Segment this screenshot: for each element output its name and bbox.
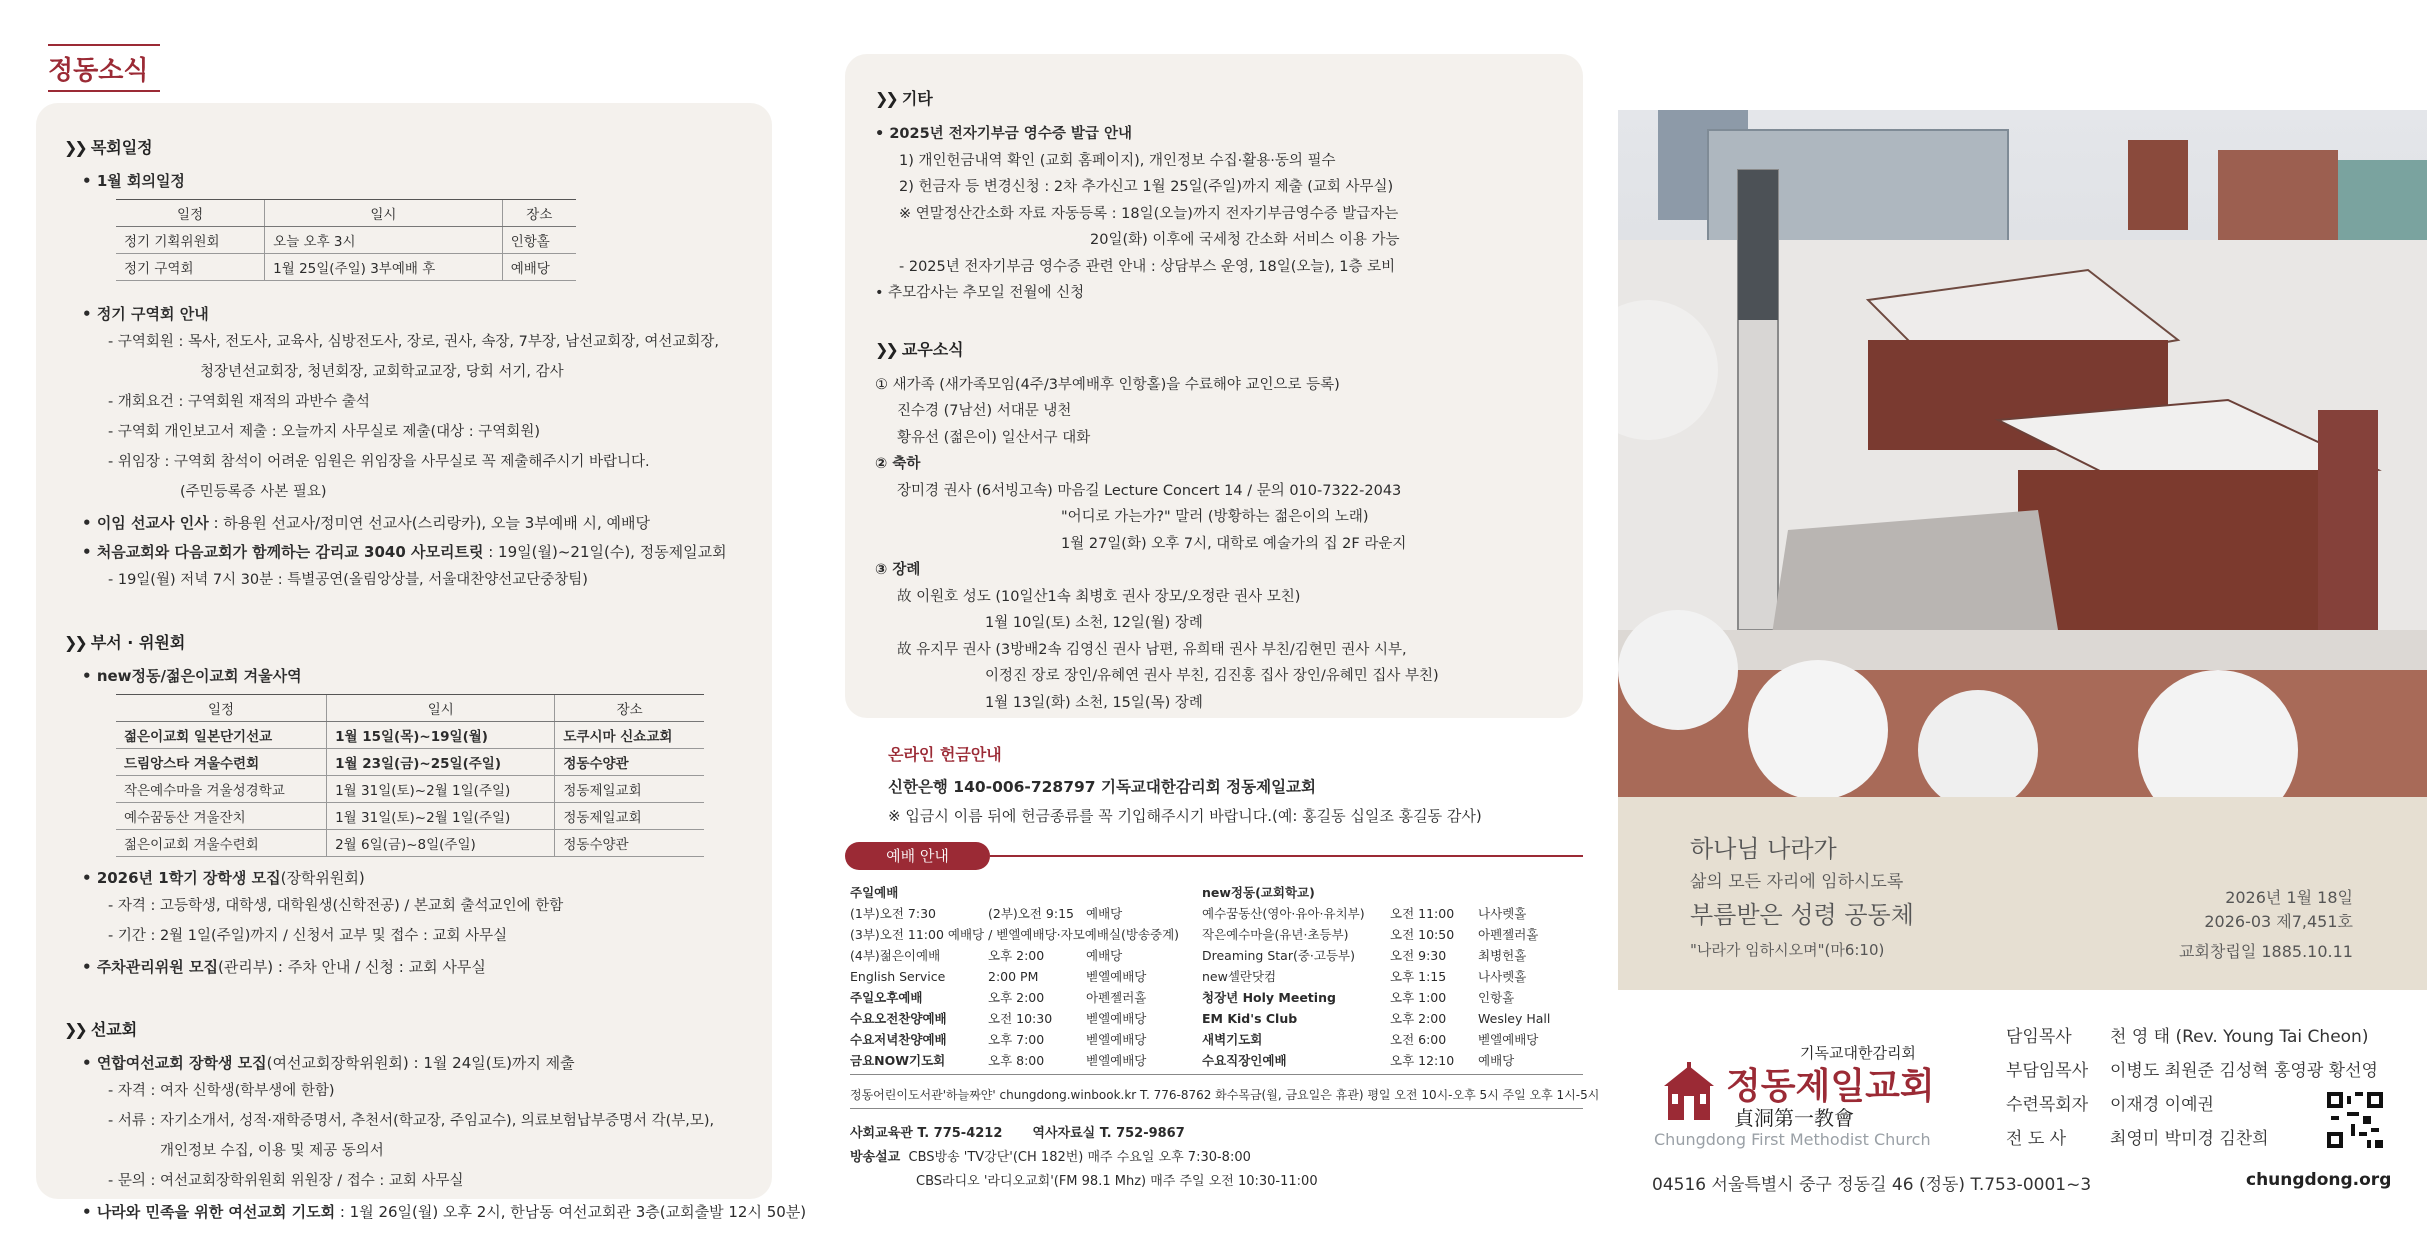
worship-table <box>850 882 1206 1071</box>
staff-row: 부담임목사 이병도 최원준 김성혁 홍영광 황선영 <box>2006 1061 2378 1081</box>
table-cell: English Service <box>850 969 946 984</box>
section-heading-departments: ❯❯ 부서 · 위원회 <box>64 633 186 652</box>
table-row <box>1202 1050 1578 1071</box>
table-row <box>850 1050 1206 1071</box>
founding-date: 교회창립일 1885.10.11 <box>2179 942 2353 961</box>
motto-line-3: 부름받은 성령 공동체 <box>1690 901 1914 929</box>
table-cell: (1부)오전 7:30 <box>850 906 936 921</box>
list-item: 황유선 (젊은이) 일산서구 대화 <box>897 429 1091 446</box>
church-school-table <box>1202 882 1578 1071</box>
section-heading-news: ❯❯ 교우소식 <box>875 339 964 359</box>
table-row <box>850 987 1206 1008</box>
table-row <box>1202 966 1578 987</box>
table-row <box>1202 924 1578 945</box>
table-cell: 오후 8:00 <box>988 1053 1045 1068</box>
logo-hanja: 貞洞第一教會 <box>1734 1106 1854 1130</box>
scholarship-title: • 2026년 1학기 장학생 모집(장학위원회) <box>82 869 365 887</box>
table-cell: 오후 12:10 <box>1390 1053 1455 1068</box>
motto-line-1: 하나님 나라가 <box>1690 835 1837 863</box>
contact-info: 사회교육관 T. 775-4212 역사자료실 T. 752-9867 방송설교 CBS방송 'TV강단'(CH 182번) 매주 수요일 오후 7:30-8:00 CBS라디오 '라디오교회'(FM 98.1 Mhz) 매주 주일 오전 10:30-11:00 <box>850 1126 1318 1189</box>
list-item: 1월 27일(화) 오후 7시, 대학로 예술가의 집 2F 라운지 <box>1061 535 1407 552</box>
list-item: 2) 헌금자 등 변경신청 : 2차 추가신고 1월 25일(주일)까지 제출 (교회 사무실) <box>899 179 1394 195</box>
logo-name: 정동제일교회 <box>1726 1066 1935 1107</box>
table-row <box>850 945 1206 966</box>
list-item: 청장년선교회장, 청년회장, 교회학교교장, 당회 서기, 감사 <box>200 364 564 380</box>
table-row: 작은예수마을 겨울성경학교 1월 31일(토)~2월 1일(주일) 정동제일교회 <box>116 776 704 803</box>
list-item: 1월 10일(토) 소천, 12일(월) 장례 <box>985 615 1203 631</box>
list-item: ※ 연말정산간소화 자료 자동등록 : 18일(오늘)까지 전자기부금영수증 발급자는 <box>899 205 1399 222</box>
list-item: - 서류 : 자기소개서, 성적·재학증명서, 추천서(학교장, 주임교수), 의료보험납부증명서 각(부,모), <box>108 1113 715 1129</box>
list-item: ① 새가족 (새가족모임(4주/3부예배후 인항홀)을 수료해야 교인으로 등록) <box>875 376 1340 393</box>
table-cell: 벧엘예배당 <box>1086 1053 1147 1068</box>
list-item: 이정진 장로 장인/유혜연 권사 부친, 김진홍 집사 장인/유혜민 집사 부친) <box>985 668 1439 684</box>
table-row: 드림앙스타 겨울수련회 1월 23일(금)~25일(주일) 정동수양관 <box>116 749 704 776</box>
list-item: 장미경 권사 (6서빙고속) 마음길 Lecture Concert 14 / 문의 010-7322-2043 <box>897 482 1402 499</box>
list-item: - 기간 : 2월 1일(주일)까지 / 신청서 교부 및 접수 : 교회 사무실 <box>108 928 508 944</box>
church-photo-image <box>1618 110 2427 797</box>
table-cell: 오후 2:00 <box>988 990 1045 1005</box>
table-cell: 오전 6:00 <box>1390 1032 1447 1047</box>
issue-date: 2026년 1월 18일 <box>2225 888 2353 907</box>
section-heading-worship: ❯❯ 목회일정 <box>64 138 153 157</box>
qr-code[interactable] <box>2327 1092 2383 1148</box>
table-cell: 예배당 <box>1086 948 1123 963</box>
online-offering-title: 온라인 헌금안내 <box>888 745 1002 764</box>
table-cell: (3부)오전 11:00 예배당 / 벧엘예배당·자모예배실(방송중계) <box>850 927 1180 942</box>
table-cell: 아펜젤러홀 <box>1086 990 1147 1005</box>
table-row <box>1202 945 1578 966</box>
news-list <box>875 372 1583 717</box>
issue-number: 2026-03 제7,451호 <box>2204 912 2353 931</box>
table-cell: 예배당 <box>1478 1053 1515 1068</box>
table-row <box>850 966 1206 987</box>
list-item: 개인정보 수집, 이용 및 제공 동의서 <box>160 1143 384 1159</box>
list-item: "어디로 가는가?" 말러 (방황하는 젊은이의 노래) <box>1061 509 1369 525</box>
district-meeting-title: • 정기 구역회 안내 <box>82 305 209 323</box>
table-cell: 벧엘예배당 <box>1086 1032 1147 1047</box>
church-logo <box>1650 1034 1940 1154</box>
divider <box>850 1108 1583 1109</box>
table-row: 예수꿈동산 겨울잔치 1월 31일(토)~2월 1일(주일) 정동제일교회 <box>116 803 704 830</box>
table-cell: 오후 7:00 <box>988 1032 1045 1047</box>
list-item: - 구역회 개인보고서 제출 : 오늘까지 사무실로 제출(대상 : 구역회원) <box>108 424 540 440</box>
online-offering <box>888 742 1482 826</box>
middle-panel <box>845 54 1583 718</box>
table-row <box>1202 903 1578 924</box>
table-cell: new셀란닷컴 <box>1202 969 1277 984</box>
table-cell: 수요오전찬양예배 <box>850 1011 947 1026</box>
list-item: ③ 장례 <box>875 562 921 578</box>
table-cell <box>988 924 1086 945</box>
staff-row: 담임목사 천 영 태 (Rev. Young Tai Cheon) <box>2006 1027 2369 1047</box>
list-item: 故 유지무 권사 (3방배2속 김영신 권사 남편, 유희태 권사 부친/김현민 권사 시부, <box>897 641 1407 658</box>
table-row <box>850 1008 1206 1029</box>
table-cell: 인항홀 <box>1478 990 1515 1005</box>
table-cell: 나사렛홀 <box>1478 906 1527 921</box>
church-logo-icon <box>1658 1062 1720 1122</box>
table-cell: 오후 2:00 <box>988 948 1045 963</box>
list-item: 1) 개인헌금내역 확인 (교회 홈페이지), 개인정보 수집·활용·동의 필수 <box>899 152 1336 169</box>
staff-list <box>2006 1020 2378 1156</box>
motto-box <box>1618 797 2427 990</box>
list-item: - 자격 : 고등학생, 대학생, 대학원생(신학전공) / 본교회 출석교인에 한함 <box>108 898 564 914</box>
table-cell: EM Kid's Club <box>1202 1011 1298 1026</box>
divider <box>990 855 1583 857</box>
table-cell: 아펜젤러홀 <box>1478 927 1539 942</box>
table-row: 정기 구역회 1월 25일(주일) 3부예배 후 예배당 <box>116 254 576 281</box>
worship-tab: 예배 안내 <box>845 842 990 870</box>
table-cell: 새벽기도회 <box>1202 1032 1263 1047</box>
offering-note: ※ 입금시 이름 뒤에 헌금종류를 꼭 기입해주시기 바랍니다.(예: 홍길동 십일조 홍길동 감사) <box>888 807 1482 825</box>
prayer-item: • 나라와 민족을 위한 여선교회 기도회 : 1월 26일(월) 오후 2시, 한남동 여선교회관 3층(교회출발 12시 50분) <box>82 1203 807 1221</box>
list-item: ② 축하 <box>875 456 921 472</box>
staff-row: 전 도 사 최영미 박미경 김찬희 <box>2006 1129 2269 1149</box>
table-cell: (2부)오전 9:15 <box>988 906 1074 921</box>
table-cell: 오전 10:50 <box>1390 927 1455 942</box>
staff-row: 수련목회자 이재경 이예권 <box>2006 1095 2214 1115</box>
table-cell: 금요NOW기도회 <box>850 1053 946 1068</box>
church-address: 04516 서울특별시 중구 정동길 46 (정동) T.753-0001~3 <box>1652 1175 2092 1195</box>
table-cell <box>1086 924 1206 945</box>
table-cell: 주일오후예배 <box>850 990 923 1005</box>
table-row <box>850 1029 1206 1050</box>
table-row <box>1202 1029 1578 1050</box>
parking-item: • 주차관리위원 모집(관리부) : 주차 안내 / 신청 : 교회 사무실 <box>82 958 486 976</box>
list-item: • 추모감사는 추모일 전월에 신청 <box>875 285 1085 301</box>
table-cell: (4부)젊은이예배 <box>850 948 941 963</box>
table-cell: 벧엘예배당 <box>1086 1011 1147 1026</box>
list-item: - 개회요건 : 구역회원 재적의 과반수 출석 <box>108 394 370 410</box>
table-cell: 나사렛홀 <box>1478 969 1527 984</box>
table-row: 젊은이교회 겨울수련회 2월 6일(금)~8일(주일) 정동수양관 <box>116 830 704 857</box>
list-item: 진수경 (7남선) 서대문 냉천 <box>897 403 1072 419</box>
list-item: 1월 13일(화) 소천, 15일(목) 장례 <box>985 694 1203 711</box>
table-cell: 오후 1:15 <box>1390 969 1447 984</box>
table-row: 젊은이교회 일본단기선교 1월 15일(목)~19일(월) 도쿠시마 신쇼교회 <box>116 722 704 749</box>
list-item: - 자격 : 여자 신학생(학부생에 한함) <box>108 1083 335 1099</box>
logo-denomination: 기독교대한감리회 <box>1800 1044 1916 1062</box>
worship-left-title: 주일예배 <box>850 885 899 900</box>
retreat-item: • 처음교회와 다음교회가 함께하는 감리교 3040 사모리트릿 : 19일(월)~21일(수), 정동제일교회 <box>82 543 727 561</box>
table-cell: 2:00 PM <box>988 969 1039 984</box>
motto-line-2: 삶의 모든 자리에 임하시도록 <box>1690 872 1904 892</box>
table-cell: 오후 1:00 <box>1390 990 1447 1005</box>
table-cell: 벧엘예배당 <box>1478 1032 1539 1047</box>
winter-table: 일정 일시 장소 젊은이교회 일본단기선교 1월 15일(목)~19일(월) 도쿠시마 신쇼교회 드림앙스타 겨울수련회 1월 23일(금)~25일(주일) 정동수양관 작은예수마을 겨울성경학교 1월 31일(토)~2월 1일(주일) 정동제일교회 예수꿈동산 겨울잔치 1월 31일(토)~2월 1일(주일) 정동제일교회 젊은이교회 겨울수련회 2월 6일(금)~8일(주일) 정동수양관 <box>116 694 704 857</box>
jan-meetings-table: 일정 일시 장소 정기 기획위원회 오늘 오후 3시 인항홀 정기 구역회 1월 25일(주일) 3부예배 후 예배당 <box>116 199 576 281</box>
table-cell: Dreaming Star(중·고등부) <box>1202 948 1355 963</box>
logo-english: Chungdong First Methodist Church <box>1654 1130 1931 1149</box>
page-title: 정동소식 <box>48 50 148 87</box>
worship-right-title: new정동(교회학교) <box>1202 885 1315 900</box>
list-item: - 위임장 : 구역회 참석이 어려운 임원은 위임장을 사무실로 꼭 제출해주시기 바랍니다. <box>108 454 650 470</box>
table-cell: 오전 10:30 <box>988 1011 1053 1026</box>
section-heading-mission: ❯❯ 선교회 <box>64 1020 138 1039</box>
list-item: - 19일(월) 저녁 7시 30분 : 특별공연(올림앙상블, 서울대찬양선교단중창팀) <box>108 572 588 588</box>
church-website-link[interactable]: chungdong.org <box>2246 1170 2392 1190</box>
table-cell: 예배당 <box>1086 906 1123 921</box>
list-item: - 문의 : 여선교회장학위원회 위원장 / 접수 : 교회 사무실 <box>108 1173 464 1189</box>
bible-verse: "나라가 임하시오며"(마6:10) <box>1690 941 1885 959</box>
list-item: 20일(화) 이후에 국세청 간소화 서비스 이용 가능 <box>1090 232 1400 248</box>
women-scholarship-title: • 연합여선교회 장학생 모집(여선교회장학위원회) : 1월 24일(토)까지 제출 <box>82 1054 575 1072</box>
table-cell: 예수꿈동산(영아·유아·유치부) <box>1202 906 1365 921</box>
table-cell: 수요저녁찬양예배 <box>850 1032 947 1047</box>
list-item: - 2025년 전자기부금 영수증 관련 안내 : 상담부스 운영, 18일(오늘), 1층 로비 <box>899 258 1396 275</box>
table-row: 정기 기획위원회 오늘 오후 3시 인항홀 <box>116 227 576 254</box>
winter-title: • new정동/젊은이교회 겨울사역 <box>82 667 302 685</box>
table-row <box>850 903 1206 924</box>
table-cell: 수요직장인예배 <box>1202 1053 1287 1068</box>
table-cell: 오전 11:00 <box>1390 906 1455 921</box>
table-row <box>850 924 1206 945</box>
library-info: 정동어린이도서관'하늘짜얀' chungdong.winbook.kr T. 776-8762 화수목금(월, 금요일은 휴관) 평일 오전 10시-오후 5시 주일 오후 1시-5시 <box>850 1088 1600 1102</box>
qr-code-icon <box>2327 1092 2383 1148</box>
table-cell: 작은예수마을(유년·초등부) <box>1202 927 1349 942</box>
church-photo <box>1618 110 2427 797</box>
divider <box>850 1074 1583 1075</box>
left-panel <box>36 103 807 1221</box>
table-cell: Wesley Hall <box>1478 1011 1551 1026</box>
table-row <box>1202 987 1578 1008</box>
table-cell: 최병헌홀 <box>1478 948 1527 963</box>
list-item: - 구역회원 : 목사, 전도사, 교육사, 심방전도사, 장로, 권사, 속장, 7부장, 남선교회장, 여선교회장, <box>108 334 719 350</box>
table-cell: 오전 9:30 <box>1390 948 1447 963</box>
etc-list <box>875 121 1583 307</box>
jan-meetings-title: • 1월 회의일정 <box>82 172 185 190</box>
table-cell: 벧엘예배당 <box>1086 969 1147 984</box>
list-item: (주민등록증 사본 필요) <box>180 484 327 500</box>
bank-account: 신한은행 140-006-728797 기독교대한감리회 정동제일교회 <box>888 778 1316 796</box>
section-heading-etc: ❯❯ 기타 <box>875 89 933 108</box>
list-item: • 2025년 전자기부금 영수증 발급 안내 <box>875 126 1132 142</box>
table-row <box>1202 1008 1578 1029</box>
table-cell: 청장년 Holy Meeting <box>1202 990 1336 1005</box>
table-cell: 오후 2:00 <box>1390 1011 1447 1026</box>
farewell-item: • 이임 선교사 인사 : 하용원 선교사/정미연 선교사(스리랑카), 오늘 3부예배 시, 예배당 <box>82 514 650 532</box>
list-item: 故 이원호 성도 (10일산1속 최병호 권사 장모/오정란 권사 모친) <box>897 588 1301 605</box>
